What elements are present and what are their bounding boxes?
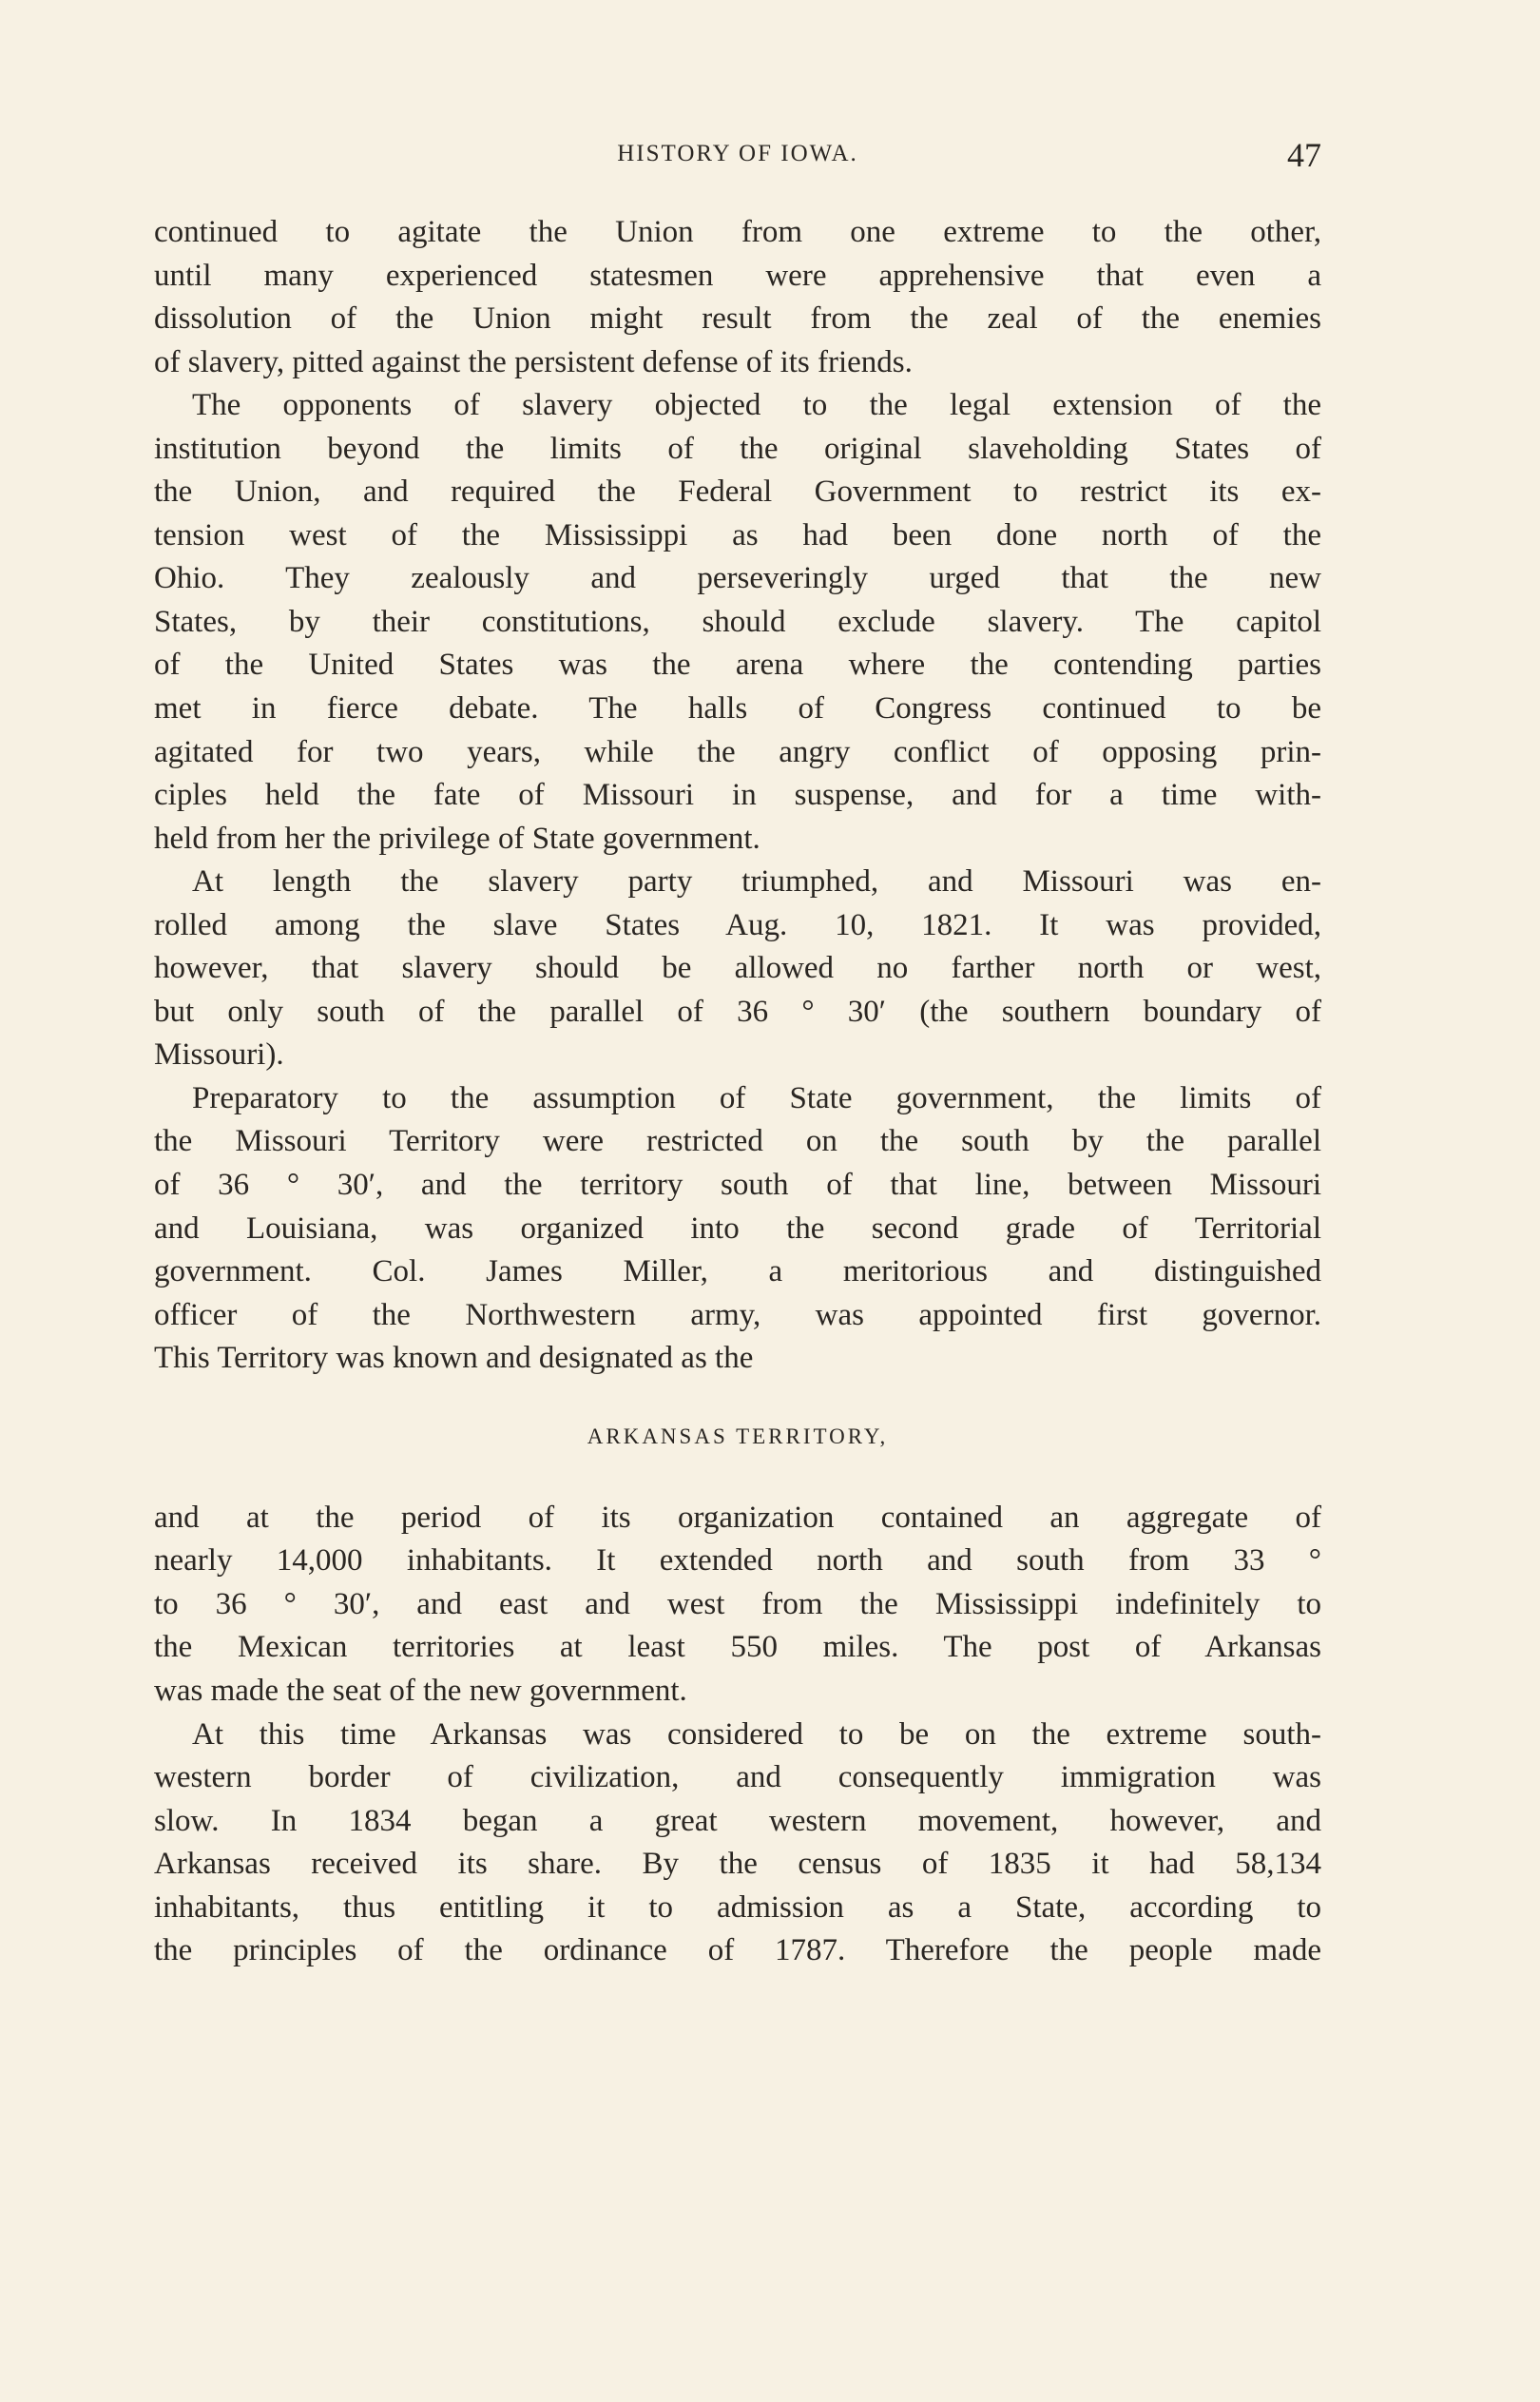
page-number: 47: [1287, 136, 1321, 174]
text-line: States, by their constitutions, should exclude slavery. The capitol: [154, 604, 1321, 639]
text-line: At this time Arkansas was considered to be on the extreme south-: [192, 1716, 1321, 1752]
text-line: the Missouri Territory were restricted on the south by the parallel: [154, 1124, 1321, 1159]
text-line: Arkansas received its share. By the census of 1835 it had 58,134: [154, 1847, 1321, 1882]
section-heading: ARKANSAS TERRITORY,: [587, 1424, 889, 1448]
text-line: At length the slavery party triumphed, and Missouri was en-: [192, 864, 1321, 900]
text-line: slow. In 1834 began a great western movement, however, and: [154, 1803, 1321, 1838]
text-line: inhabitants, thus entitling it to admission as a State, according to: [154, 1889, 1321, 1925]
text-line: officer of the Northwestern army, was appointed first governor.: [154, 1297, 1321, 1332]
text-line: and at the period of its organization contained an aggregate of: [154, 1500, 1321, 1535]
text-line: and Louisiana, was organized into the second grade of Territorial: [154, 1211, 1321, 1246]
text-line: agitated for two years, while the angry conflict of opposing prin-: [154, 734, 1321, 769]
text-line: Missouri).: [154, 1037, 284, 1073]
text-line: nearly 14,000 inhabitants. It extended north and south from 33 °: [154, 1543, 1321, 1579]
running-title: HISTORY OF IOWA.: [617, 141, 858, 166]
text-line: Ohio. They zealously and perseveringly urged that the new: [154, 561, 1321, 596]
text-line: met in fierce debate. The halls of Congress continued to be: [154, 691, 1321, 726]
text-line: ciples held the fate of Missouri in suspense, and for a time with-: [154, 778, 1321, 813]
body-text: [154, 211, 1321, 1973]
text-line: but only south of the parallel of 36 ° 30′ (the southern boundary of: [154, 994, 1321, 1029]
text-line: of slavery, pitted against the persistent defense of its friends.: [154, 344, 913, 379]
text-line: rolled among the slave States Aug. 10, 1821. It was provided,: [154, 907, 1321, 942]
text-line: the Union, and required the Federal Government to restrict its ex-: [154, 475, 1321, 510]
text-line: the principles of the ordinance of 1787. Therefore the people made: [154, 1933, 1321, 1968]
text-line: Preparatory to the assumption of State government, the limits of: [192, 1080, 1321, 1115]
text-line: continued to agitate the Union from one extreme to the other,: [154, 215, 1321, 249]
text-line: the Mexican territories at least 550 miles. The post of Arkansas: [154, 1630, 1321, 1665]
text-line: of 36 ° 30′, and the territory south of that line, between Missouri: [154, 1168, 1321, 1203]
text-line: western border of civilization, and consequently immigration was: [154, 1760, 1321, 1795]
text-line: dissolution of the Union might result from the zeal of the enemies: [154, 301, 1321, 337]
text-line: This Territory was known and designated as the: [154, 1341, 754, 1376]
text-line: government. Col. James Miller, a meritorious and distinguished: [154, 1254, 1321, 1289]
text-line: institution beyond the limits of the original slaveholding States of: [154, 431, 1321, 466]
text-line: tension west of the Mississippi as had been done north of the: [154, 517, 1321, 552]
text-line: until many experienced statesmen were apprehensive that even a: [154, 258, 1321, 293]
text-line: however, that slavery should be allowed no farther north or west,: [154, 951, 1321, 986]
text-line: held from her the privilege of State government.: [154, 821, 760, 856]
text-line: The opponents of slavery objected to the legal extension of the: [192, 388, 1321, 423]
text-line: was made the seat of the new government.: [154, 1673, 687, 1708]
running-head: [154, 135, 1321, 173]
text-line: of the United States was the arena where the contending parties: [154, 648, 1321, 683]
text-line: to 36 ° 30′, and east and west from the Mississippi indefinitely to: [154, 1586, 1321, 1621]
